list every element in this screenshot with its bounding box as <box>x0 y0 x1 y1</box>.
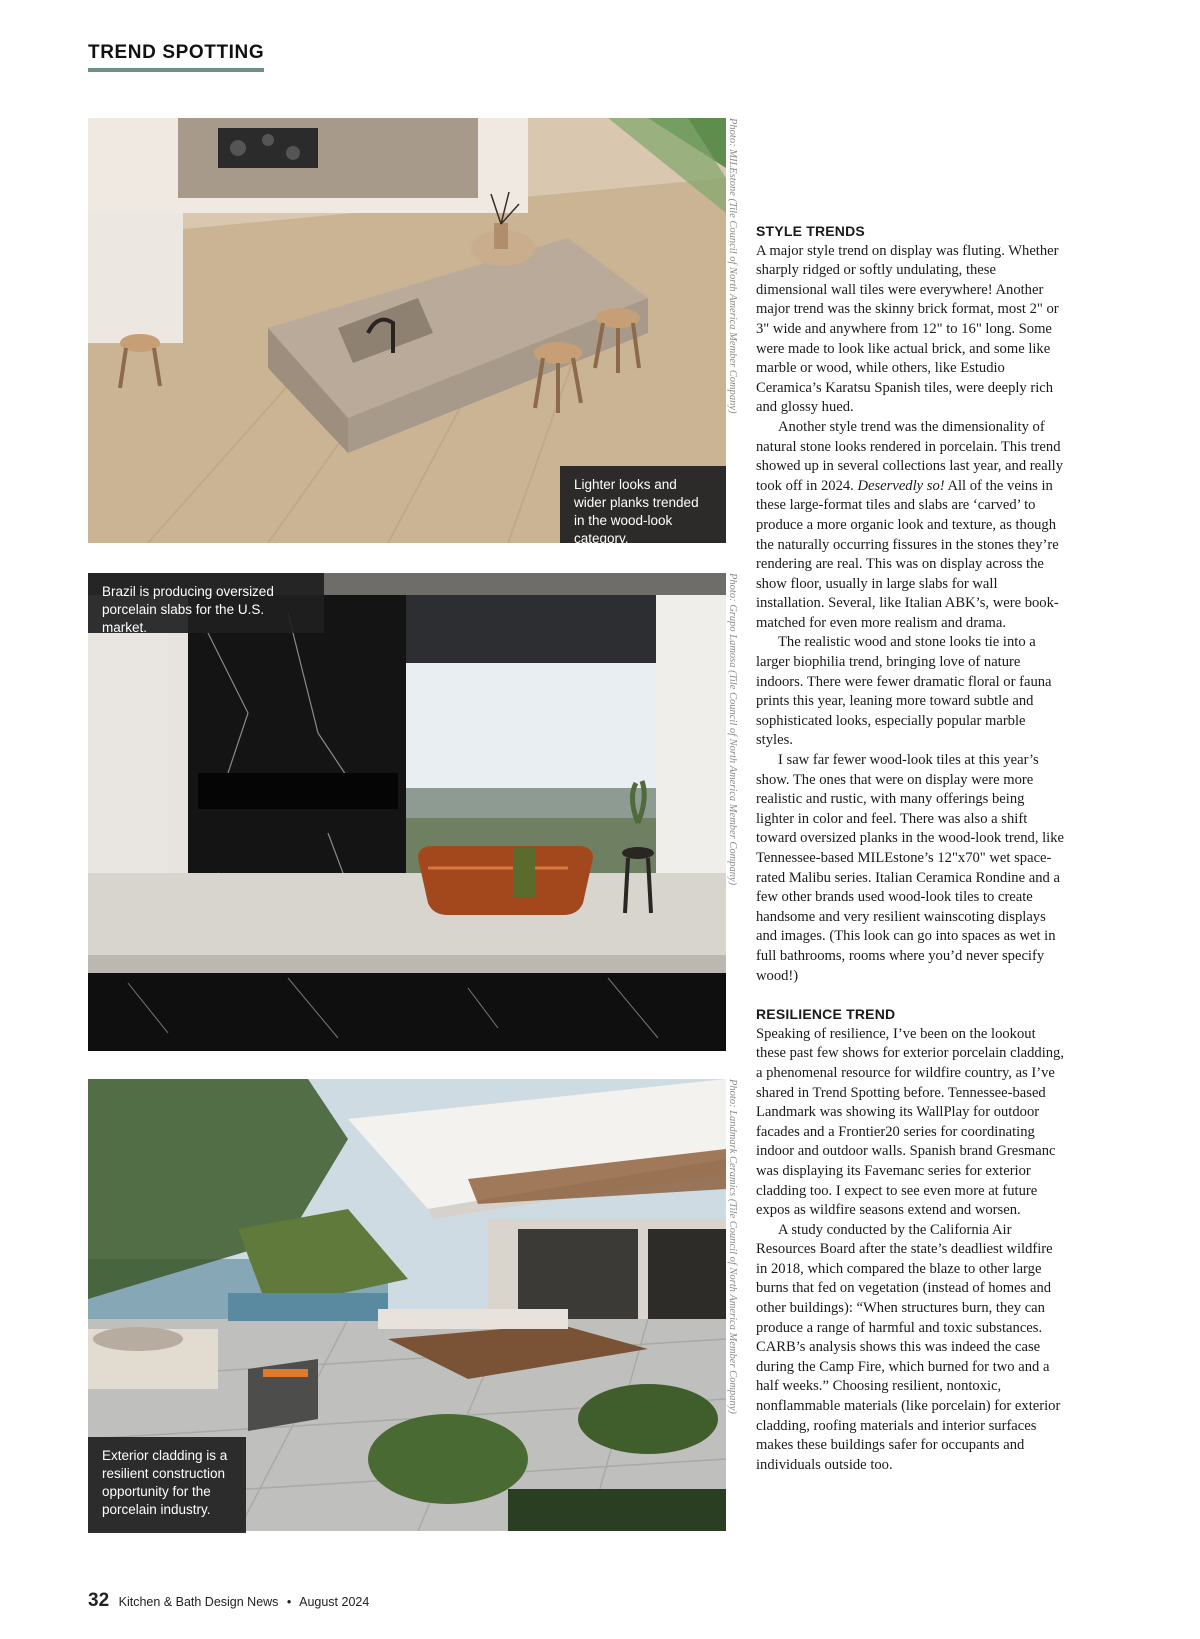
paragraph: I saw far fewer wood-look tiles at this year’s show. The ones that were on display were more realistic and rustic, with many offerings being lighter in color and feel. There was also a shift toward oversized planks in the wood-look trend, like Tennessee-based MILEstone’s 12"x70" wet space-rated Malibu series. Italian Ceramica Rondine and a few other brands used wood-look tiles to create handsome and very resilient wainscoting displays and images. (This look can go into spaces as wet in full bathrooms, rooms where you’d never specify wood!) <box>756 752 1065 984</box>
caption-exterior: Exterior cladding is a resilient construction opportunity for the porcelain industry. <box>88 1437 246 1533</box>
heading-resilience-trend: RESILIENCE TREND <box>756 1006 896 1023</box>
paragraph: A major style trend on display was fluting. Whether sharply ridged or softly undulating, these dimensional wall tiles were everywhere! Another major trend was the skinny brick format, most 2" or 3" wide and anywhere from 12" to 16" long. Some were made to look like actual brick, and some like marble or wood, while others, like Estudio Ceramica’s Karatsu Spanish tiles, were deeply rich and glossy hued. <box>756 242 1059 416</box>
caption-bathroom: Brazil is producing oversized porcelain slabs for the U.S. market. <box>88 573 324 633</box>
bathroom-photo <box>88 573 726 1051</box>
caption-kitchen: Lighter looks and wider planks trended in the wood-look category. <box>560 466 726 543</box>
article-body <box>756 222 1064 1475</box>
publication-name: Kitchen & Bath Design News <box>118 1595 279 1609</box>
section-label: TREND SPOTTING <box>88 42 264 72</box>
paragraph: The realistic wood and stone looks tie into a larger biophilia trend, bringing love of nature indoors. There were fewer dramatic floral or fauna prints this year, leaning more toward subtle and sophisticated looks, especially popular marble styles. <box>756 634 1052 749</box>
issue-date: August 2024 <box>299 1595 370 1609</box>
paragraph: Speaking of resilience, I’ve been on the lookout these past few shows for exterior porcelain cladding, a phenomenal resource for wildfire country, as I’ve shared in Trend Spotting before. Tennessee-based Landmark was showing its WallPlay for outdoor facades and a Frontier20 series for coordinating indoor and outdoor walls. Spanish brand Gresmanc was displaying its Favemanc series for exterior cladding too. I expect to see even more at future expos as wildfire seasons extend and worsen. <box>756 1025 1064 1219</box>
footer-separator: • <box>286 1595 292 1609</box>
paragraph: A study conducted by the California Air Resources Board after the state’s deadliest wildfire in 2018, which compared the blaze to other large burns that fed on vegetation (instead of homes and other buildings): “When structures burn, they can produce a range of harmful and toxic substances. CARB’s analysis shows this was indeed the case during the Camp Fire, which burned for two and a half weeks.” Choosing resilient, nontoxic, nonflammable materials (like porcelain) for exterior cladding, roofing materials and interior surfaces makes these buildings safer for occupants and individuals outside too. <box>756 1221 1061 1473</box>
heading-style-trends: STYLE TRENDS <box>756 223 865 239</box>
page-footer <box>88 1590 369 1612</box>
paragraph: Another style trend was the dimensionality of natural stone looks rendered in porcelain. This trend showed up in several collections last year, and really took off in 2024. Deservedly so! All of the veins in these large-format tiles and slabs are ‘carved’ to produce a more organic look and texture, as though the naturally occurring fissures in the stones they’re rendering are real. This was on display across the show floor, usually in large slabs for wall installation. Several, like Italian ABK’s, were book-matched for even more realism and drama. <box>756 418 1063 631</box>
page-number: 32 <box>88 1590 110 1611</box>
